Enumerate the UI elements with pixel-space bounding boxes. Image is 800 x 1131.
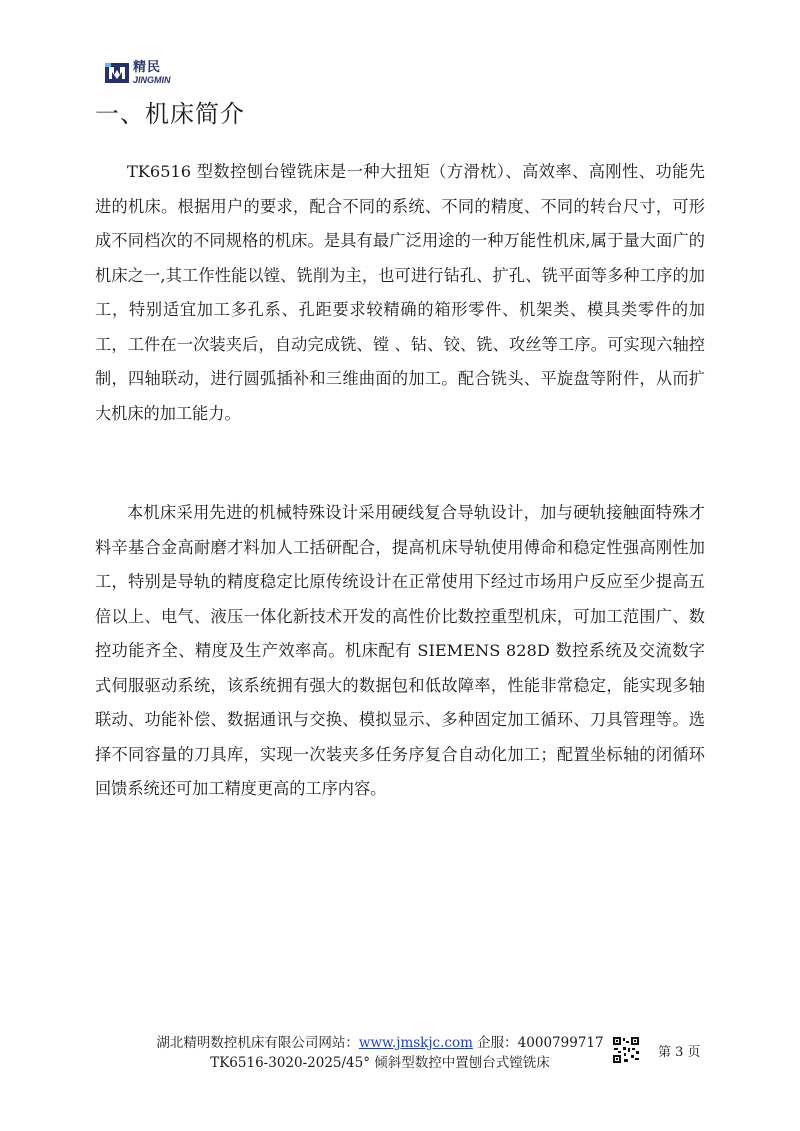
qr-code-icon <box>612 1036 640 1064</box>
footer-company-line <box>155 1033 605 1053</box>
intro-paragraph: TK6516 型数控刨台镗铣床是一种大扭矩（方滑枕）、高效率、高刚性、功能先进的机床。根据用户的要求，配合不同的系统、不同的精度、不同的转台尺寸，可形成不同档次的不同规格的机床。是具有最广泛用途的一种万能性机床,属于量大面广的机床之一,其工作性能以镗、铣削为主，也可进行钻孔、扩孔、铣平面等多种工序的加工，特别适宜加工多孔系、孔距要求较精确的箱形零件、机架类、模具类零件的加工，工件在一次装夹后，自动完成铣、镗 、钻、铰、铣、攻丝等工序。可实现六轴控制，四轴联动，进行圆弧插补和三维曲面的加工。配合铣头、平旋盘等附件，从而扩大机床的加工能力。 <box>95 162 705 423</box>
company-logo <box>104 58 171 88</box>
footer-service: 企服：4000799717 <box>472 1035 604 1051</box>
jingmin-logo-icon <box>104 60 130 86</box>
footer <box>155 1033 605 1073</box>
section-heading: 一、机床简介 <box>95 100 245 128</box>
footer-model-line: TK6516-3020-2025/45° 倾斜型数控中置刨台式镗铣床 <box>210 1055 550 1071</box>
features-paragraph: 本机床采用先进的机械特殊设计采用硬线复合导轨设计，加与硬轨接触面特殊才料辛基合金高耐磨才料加人工括研配合，提高机床导轨使用傅命和稳定性强高刚性加工，特别是导轨的精度稳定比原传统设计在正常使用下经过市场用户反应至少提高五倍以上、电气、液压一体化新技术开发的高性价比数控重型机床，可加工范围广、数控功能齐全、精度及生产效率高。机床配有 SIEMENS 828D 数控系统及交流数字式伺服驱动系统，该系统拥有强大的数据包和低故障率，性能非常稳定，能实现多轴联动、功能补偿、数据通讯与交换、模拟显示、多种固定加工循环、刀具管理等。选择不同容量的刀具库，实现一次装夹多任务序复合自动化加工；配置坐标轴的闭循环回馈系统还可加工精度更高的工序内容。 <box>95 503 705 798</box>
website-link[interactable]: www.jmskjc.com <box>358 1035 473 1051</box>
footer-company: 湖北精明数控机床有限公司网站： <box>156 1035 359 1051</box>
logo-en-text: JINGMIN <box>133 75 171 85</box>
logo-cn-text: 精民 <box>133 60 162 75</box>
page-number: 第 3 页 <box>658 1045 701 1060</box>
